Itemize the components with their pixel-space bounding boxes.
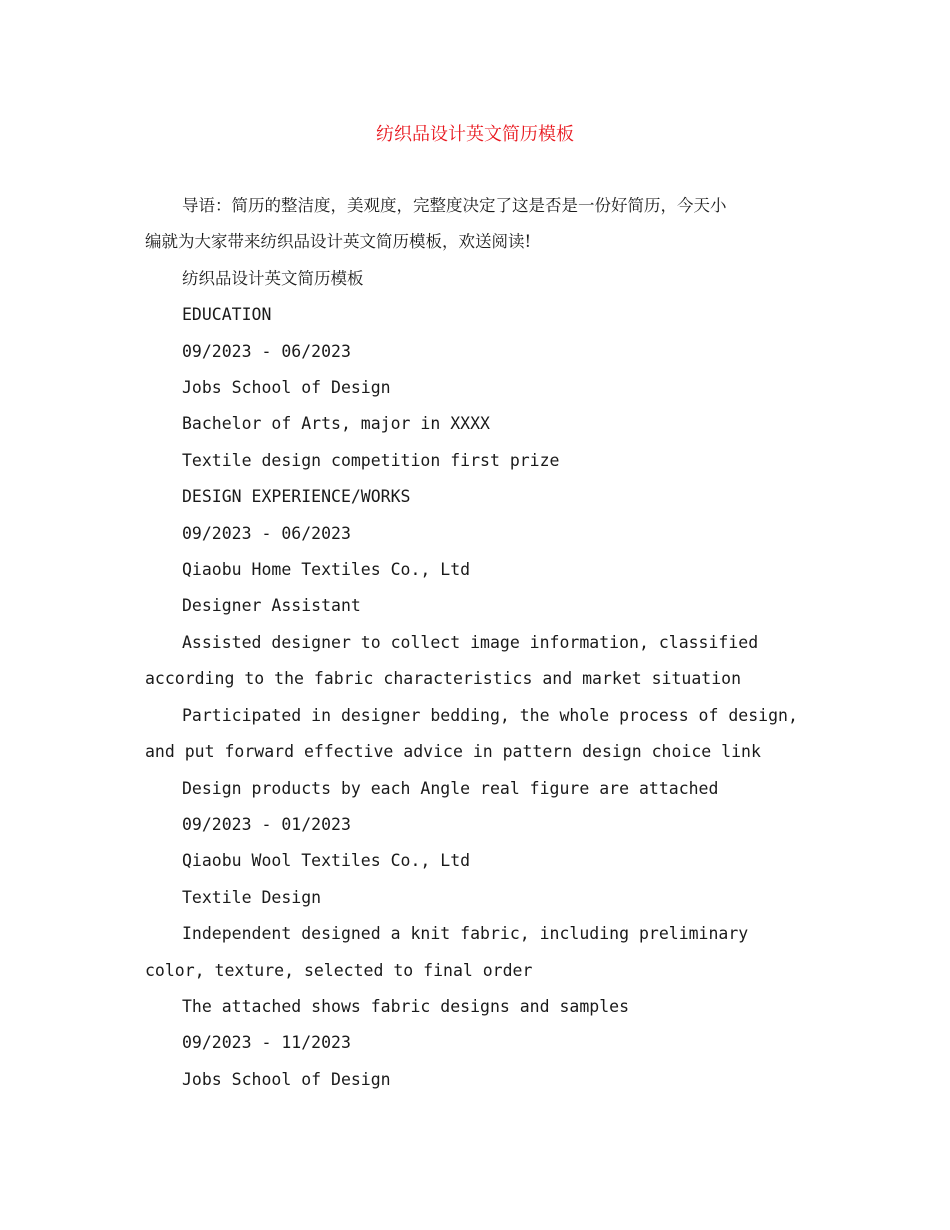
job1-dates: 09/2023 - 06/2023 [182, 523, 351, 543]
job3-dates: 09/2023 - 11/2023 [182, 1033, 351, 1053]
job2-duty-1: Independent designed a knit fabric, including preliminary color, texture, selected to final order [145, 924, 749, 980]
section-education: EDUCATION [182, 305, 272, 325]
job1-duty-1: Assisted designer to collect image information, classified according to the fabric characteristics and market situation [145, 632, 759, 689]
education-school: Jobs School of Design [182, 378, 391, 398]
job3-school: Jobs School of Design [182, 1069, 391, 1089]
job2-role: Textile Design [182, 887, 322, 907]
resume-heading: 纺织品设计英文简历模板 [182, 268, 364, 288]
intro-line-1: 导语：简历的整洁度，美观度，完整度决定了这是否是一份好简历，今天小 [182, 196, 727, 215]
intro-line-2: 编就为大家带来纺织品设计英文简历模板，欢送阅读! [145, 232, 532, 252]
document-body [145, 188, 805, 1098]
job2-duty-2: The attached shows fabric designs and samples [182, 996, 630, 1016]
job2-dates: 09/2023 - 01/2023 [182, 814, 351, 834]
education-award: Textile design competition first prize [182, 450, 560, 470]
intro-paragraph [145, 188, 805, 261]
education-dates: 09/2023 - 06/2023 [182, 341, 351, 361]
job1-duty-3: Design products by each Angle real figure are attached [182, 778, 719, 798]
section-experience: DESIGN EXPERIENCE/WORKS [182, 487, 411, 507]
job1-company: Qiaobu Home Textiles Co., Ltd [182, 560, 471, 580]
job2-company: Qiaobu Wool Textiles Co., Ltd [182, 851, 471, 871]
education-degree: Bachelor of Arts, major in XXXX [182, 414, 490, 434]
job1-duty-2: Participated in designer bedding, the whole process of design, and put forward effective advice in pattern design choice link [145, 705, 798, 762]
document-title: 纺织品设计英文简历模板 [376, 124, 574, 145]
job1-role: Designer Assistant [182, 596, 361, 616]
